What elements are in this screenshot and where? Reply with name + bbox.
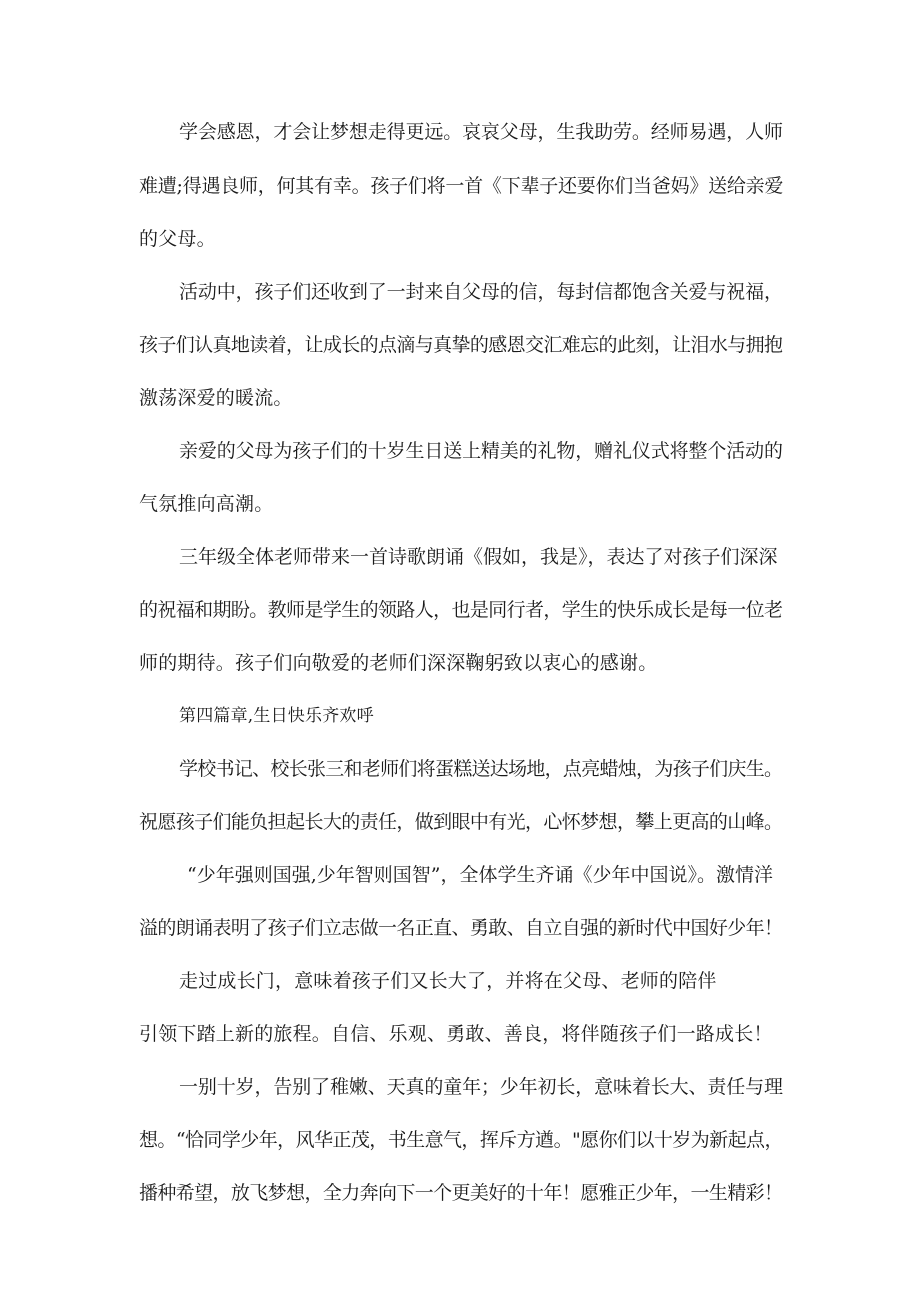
paragraph-5-line-1: 学校书记、校长张三和老师们将蛋糕送达场地，点亮蜡烛，为孩子们庆生。: [179, 758, 783, 780]
paragraph-1-line-3: 的父母。: [139, 228, 216, 250]
paragraph-4-line-3: 师的期待。孩子们向敬爱的老师们深深鞠躬致以衷心的感谢。: [139, 652, 658, 674]
paragraph-4-line-1: 三年级全体老师带来一首诗歌朗诵《假如，我是》，表达了对孩子们深深: [179, 546, 778, 568]
paragraph-2-line-3: 激荡深爱的暖流。: [139, 387, 293, 409]
paragraph-3-line-2: 气氛推向高潮。: [139, 493, 274, 515]
paragraph-2-line-2: 孩子们认真地读着，让成长的点滴与真挚的感恩交汇难忘的此刻，让泪水与拥抱: [139, 334, 783, 356]
paragraph-7-line-1: 走过成长门，意味着孩子们又长大了，并将在父母、老师的陪伴: [179, 970, 717, 992]
section-heading: 第四篇章,生日快乐齐欢呼: [179, 706, 374, 726]
paragraph-3-line-1: 亲爱的父母为孩子们的十岁生日送上精美的礼物，赠礼仪式将整个活动的: [179, 440, 783, 462]
paragraph-1-line-2: 难遭;得遇良师，何其有幸。孩子们将一首《下辈子还要你们当爸妈》送给亲爱: [139, 175, 784, 197]
paragraph-1-line-1: 学会感恩，才会让梦想走得更远。哀哀父母，生我助劳。经师易遇，人师: [179, 121, 783, 143]
paragraph-8-line-2: 想。“恰同学少年，风华正茂，书生意气，挥斥方遒。"愿你们以十岁为新起点，: [139, 1129, 783, 1151]
paragraph-4-line-2: 的祝福和期盼。教师是学生的领路人，也是同行者，学生的快乐成长是每一位老: [139, 599, 783, 621]
paragraph-6-line-2: 溢的朗诵表明了孩子们立志做一名正直、勇敢、自立自强的新时代中国好少年！: [139, 917, 783, 939]
paragraph-8-line-1: 一别十岁，告别了稚嫩、天真的童年；少年初长，意味着长大、责任与理: [179, 1076, 783, 1098]
paragraph-5-line-2: 祝愿孩子们能负担起长大的责任，做到眼中有光，心怀梦想，攀上更高的山峰。: [139, 811, 783, 833]
paragraph-2-line-1: 活动中，孩子们还收到了一封来自父母的信，每封信都饱含关爱与祝福，: [179, 281, 783, 303]
paragraph-8-line-3: 播种希望，放飞梦想，全力奔向下一个更美好的十年！愿雅正少年，一生精彩！: [139, 1182, 783, 1204]
paragraph-7-line-2: 引领下踏上新的旅程。自信、乐观、勇敢、善良，将伴随孩子们一路成长！: [139, 1023, 773, 1045]
paragraph-6-line-1: “少年强则国强,少年智则国智”，全体学生齐诵《少年中国说》。激情洋: [187, 864, 773, 886]
